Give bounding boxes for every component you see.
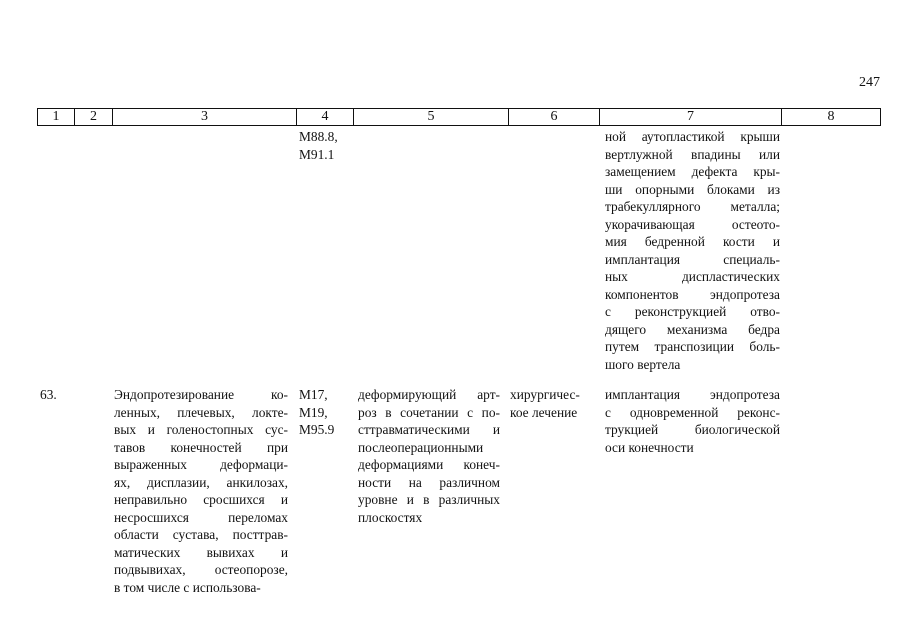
text-line: трукцией биологической <box>605 422 780 437</box>
text-line: M88.8, <box>299 129 338 144</box>
page-number: 247 <box>859 75 880 90</box>
header-col-4: 4 <box>297 109 354 125</box>
text-line: трабекуллярного металла; <box>605 199 780 214</box>
row-1-col5-model <box>358 386 500 526</box>
text-line: тавов конечностей при <box>114 439 288 455</box>
text-line: компонентов эндопротеза <box>605 286 780 302</box>
header-col-5: 5 <box>354 109 509 125</box>
header-col-6: 6 <box>509 109 600 125</box>
text-line: плоскостях <box>358 509 423 525</box>
text-line: вертлужной впадины или <box>605 146 780 162</box>
text-line: Эндопротезирование ко- <box>114 387 288 402</box>
text-line: ленных, плечевых, локте- <box>114 404 288 420</box>
text-line: несросшихся переломах <box>114 509 288 525</box>
text-line: мия бедренной кости и <box>605 234 780 249</box>
text-line: послеоперационными <box>358 439 484 455</box>
row-1-col3-name <box>114 386 288 596</box>
row-1-col4-codes <box>299 386 355 439</box>
text-line: M17, <box>299 387 328 402</box>
text-line: M91.1 <box>299 146 335 162</box>
text-line: неправильно сросшихся и <box>114 492 288 507</box>
text-line: роз в сочетании с по- <box>358 404 500 420</box>
row-0-col4-codes <box>299 128 355 163</box>
text-line: ши опорными блоками из <box>605 181 780 197</box>
text-line: оси конечности <box>605 439 694 455</box>
text-line: сттравматическими и <box>358 422 500 437</box>
text-line: ях, дисплазии, анкилозах, <box>114 474 288 490</box>
header-col-7: 7 <box>600 109 782 125</box>
row-1-col6-treatment <box>510 386 596 421</box>
row-1-col1-number: 63. <box>40 387 57 402</box>
text-line: дящего механизма бедра <box>605 321 780 337</box>
table-header-row <box>37 108 881 126</box>
text-line: ных диспластических <box>605 269 780 284</box>
text-line: шого вертела <box>605 356 681 372</box>
text-line: в том числе с использова- <box>114 579 261 595</box>
text-line: с одновременной реконс- <box>605 404 780 420</box>
text-line: деформациями конеч- <box>358 457 500 472</box>
text-line: уровне и в различных <box>358 492 500 507</box>
header-col-8: 8 <box>827 109 835 124</box>
text-line: M19, <box>299 404 328 420</box>
text-line: укорачивающая остеото- <box>605 216 780 232</box>
text-line: ности на различном <box>358 474 500 490</box>
text-line: подвывихах, остеопорозе, <box>114 562 288 577</box>
text-line: с реконструкцией отво- <box>605 304 780 319</box>
text-line: путем транспозиции боль- <box>605 339 780 354</box>
header-col-3: 3 <box>113 109 297 125</box>
text-line: деформирующий арт- <box>358 387 500 402</box>
text-line: области сустава, посттрав- <box>114 527 288 542</box>
text-line: имплантация эндопротеза <box>605 387 780 402</box>
header-col-2: 2 <box>75 109 113 125</box>
text-line: замещением дефекта кры- <box>605 164 780 179</box>
text-line: M95.9 <box>299 422 335 437</box>
text-line: вых и голеностопных сус- <box>114 422 288 437</box>
row-0-col7-method <box>605 128 780 373</box>
header-col-1: 1 <box>38 109 75 125</box>
text-line: матических вывихах и <box>114 544 288 560</box>
text-line: выраженных деформаци- <box>114 457 288 472</box>
row-1-col7-method <box>605 386 780 456</box>
text-line: хирургичес- <box>510 387 580 402</box>
text-line: ной аутопластикой крыши <box>605 129 780 144</box>
text-line: имплантация специаль- <box>605 251 780 267</box>
text-line: кое лечение <box>510 404 578 420</box>
